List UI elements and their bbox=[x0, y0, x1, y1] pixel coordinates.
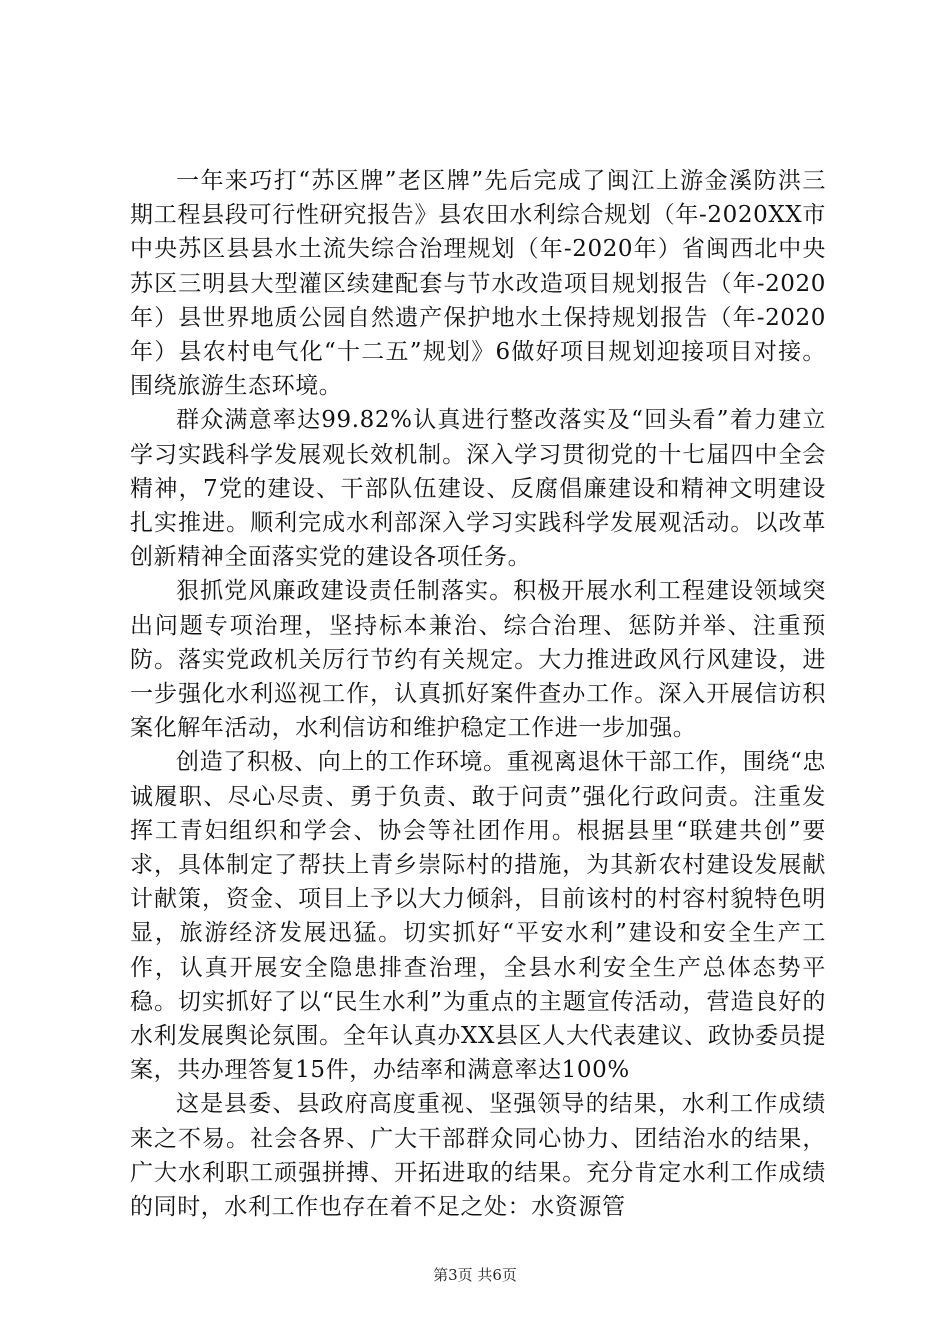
document-body bbox=[130, 164, 826, 1224]
paragraph-1: 一年来巧打“苏区牌”老区牌”先后完成了闽江上游金溪防洪三期工程县段可行性研究报告》县农田水利综合规划（年-2020XX市中央苏区县县水土流失综合治理规划（年-2020年）省闽西北中央苏区三明县大型灌区续建配套与节水改造项目规划报告（年-2020年）县世界地质公园自然遗产保护地水土保持规划报告（年-2020年）县农村电气化“十二五”规划》6做好项目规划迎接项目对接。围绕旅游生态环境。 bbox=[130, 168, 826, 400]
paragraph-2: 群众满意率达99.82%认真进行整改落实及“回头看”着力建立学习实践科学发展观长效机制。深入学习贯彻党的十七届四中全会精神，7党的建设、干部队伍建设、反腐倡廉建设和精神文明建设扎实推进。顺利完成水利部深入学习实践科学发展观活动。以改革创新精神全面落实党的建设各项任务。 bbox=[130, 407, 826, 571]
paragraph-5: 这是县委、县政府高度重视、坚强领导的结果，水利工作成绩来之不易。社会各界、广大干部群众同心协力、团结治水的结果，广大水利职工顽强拼搏、开拓进取的结果。充分肯定水利工作成绩的同时，水利工作也存在着不足之处：水资源管 bbox=[130, 1091, 826, 1221]
paragraph-4: 创造了积极、向上的工作环境。重视离退休干部工作，围绕“忠诚履职、尽心尽责、勇于负责、敢于问责”强化行政问责。注重发挥工青妇组织和学会、协会等社团作用。根据县里“联建共创”要求，具体制定了帮扶上青乡崇际村的措施，为其新农村建设发展献计献策，资金、项目上予以大力倾斜，目前该村的村容村貌特色明显，旅游经济发展迅猛。切实抓好“平安水利”建设和安全生产工作，认真开展安全隐患排查治理，全县水利安全生产总体态势平稳。切实抓好了以“民生水利”为重点的主题宣传活动，营造良好的水利发展舆论氛围。全年认真办XX县区人大代表建议、政协委员提案，共办理答复15件，办结率和满意率达100% bbox=[130, 749, 826, 1084]
page-footer bbox=[0, 1264, 950, 1285]
page-total: 共6页 bbox=[477, 1266, 517, 1284]
page-number: 第3页 bbox=[433, 1266, 473, 1284]
paragraph-3: 狠抓党风廉政建设责任制落实。积极开展水利工程建设领域突出问题专项治理，坚持标本兼治、综合治理、惩防并举、注重预防。落实党政机关厉行节约有关规定。大力推进政风行风建设，进一步强化水利巡视工作，认真抓好案件查办工作。深入开展信访积案化解年活动，水利信访和维护稳定工作进一步加强。 bbox=[130, 578, 826, 742]
